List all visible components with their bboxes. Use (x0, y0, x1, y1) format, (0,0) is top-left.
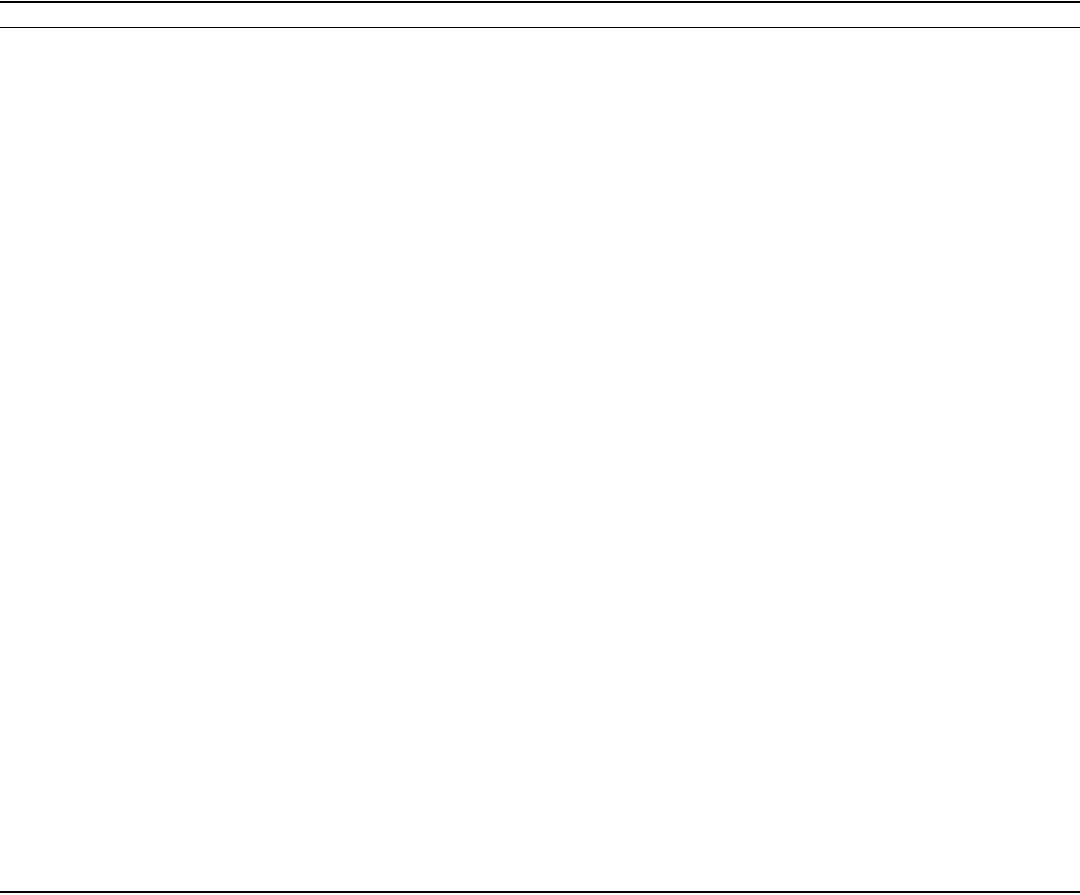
table-header-row (0, 4, 1080, 26)
table-header-rule (0, 27, 1080, 28)
table-top-rule (0, 1, 1080, 3)
table-bottom-rule (0, 891, 1080, 893)
